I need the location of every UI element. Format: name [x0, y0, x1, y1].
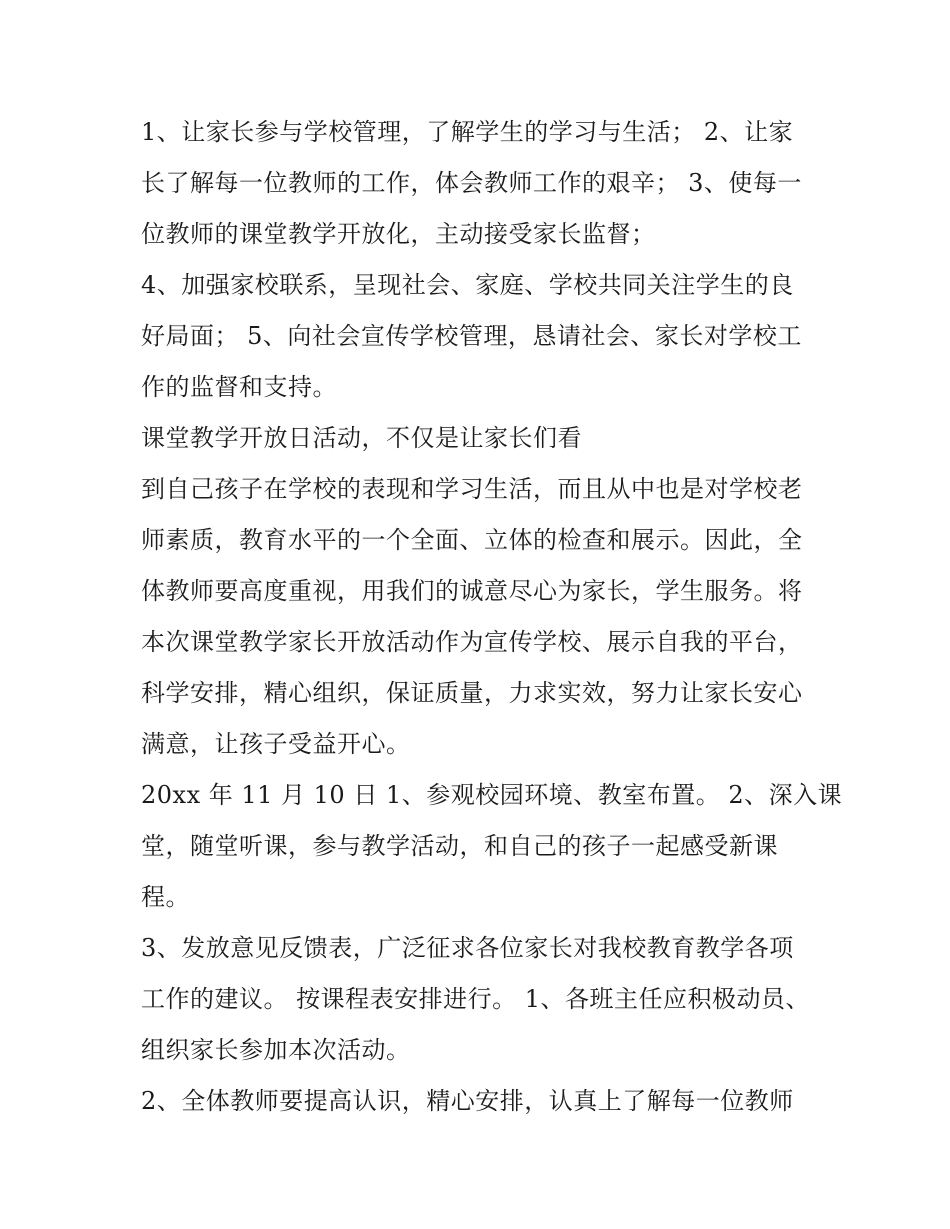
text-line: 体教师要高度重视，用我们的诚意尽心为家长，学生服务。将 [141, 577, 803, 605]
text-line: 程。 [141, 883, 190, 911]
text-line: 20xx 年 11 月 10 日 1、参观校园环境、教室布置。 2、深入课 [141, 781, 843, 809]
paragraph-goals-2 [141, 260, 821, 413]
text-line: 好局面； 5、向社会宣传学校管理，恳请社会、家长对学校工 [141, 322, 802, 350]
text-line: 工作的建议。 按课程表安排进行。 1、各班主任应积极动员、 [141, 985, 811, 1013]
text-line: 本次课堂教学家长开放活动作为宣传学校、展示自我的平台， [141, 628, 803, 656]
text-line: 4、加强家校联系，呈现社会、家庭、学校共同关注学生的良 [141, 271, 794, 299]
paragraph-significance [141, 464, 821, 770]
text-line: 位教师的课堂教学开放化，主动接受家长监督； [141, 220, 656, 248]
text-line: 堂，随堂听课，参与教学活动，和自己的孩子一起感受新课 [141, 832, 778, 860]
paragraph-goals-1 [141, 107, 821, 260]
paragraph-feedback [141, 923, 821, 1076]
text-line: 长了解每一位教师的工作，体会教师工作的艰辛； 3、使每一 [141, 169, 802, 197]
text-line: 课堂教学开放日活动，不仅是让家长们看 [141, 424, 582, 452]
text-line: 1、让家长参与学校管理，了解学生的学习与生活； 2、让家 [141, 118, 794, 146]
text-line: 到自己孩子在学校的表现和学习生活，而且从中也是对学校老 [141, 475, 803, 503]
text-line: 作的监督和支持。 [141, 373, 337, 401]
paragraph-schedule [141, 770, 843, 923]
text-line: 满意，让孩子受益开心。 [141, 730, 411, 758]
text-line: 师素质，教育水平的一个全面、立体的检查和展示。因此，全 [141, 526, 803, 554]
document-body [141, 107, 843, 1127]
text-line: 2、全体教师要提高认识，精心安排，认真上了解每一位教师 [141, 1087, 794, 1115]
text-line: 组织家长参加本次活动。 [141, 1036, 411, 1064]
paragraph-intro [141, 413, 821, 464]
paragraph-requirements [141, 1076, 821, 1127]
text-line: 3、发放意见反馈表，广泛征求各位家长对我校教育教学各项 [141, 934, 794, 962]
text-line: 科学安排，精心组织，保证质量，力求实效，努力让家长安心 [141, 679, 803, 707]
